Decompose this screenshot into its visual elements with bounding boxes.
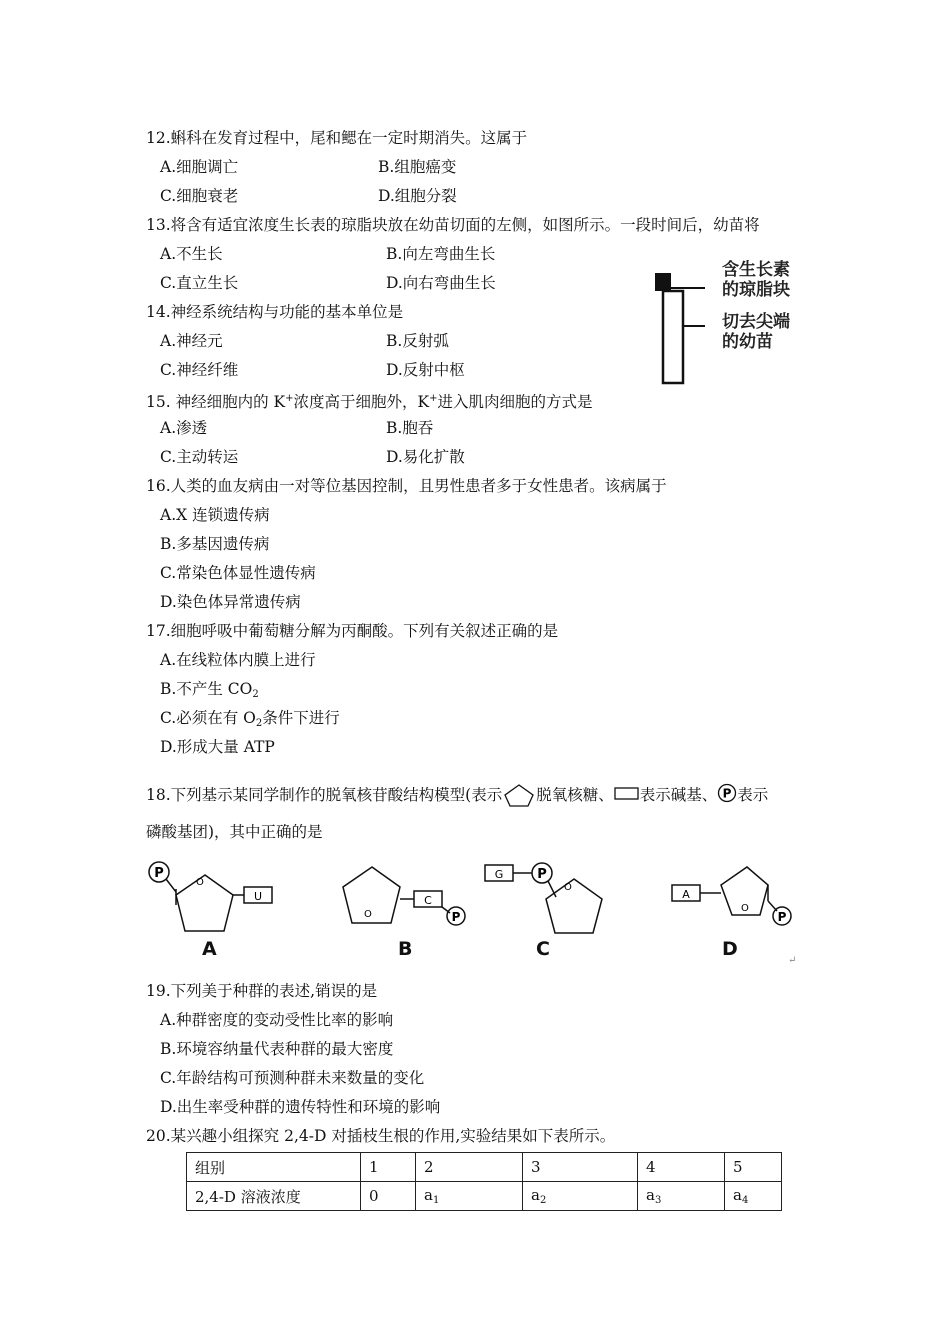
svg-text:G: G bbox=[494, 868, 504, 881]
svg-text:O: O bbox=[741, 903, 749, 914]
q15-option-d: D.易化扩散 bbox=[386, 448, 465, 466]
svg-text:P: P bbox=[777, 910, 787, 924]
pentagon-icon bbox=[502, 782, 536, 808]
model-c-label: C bbox=[536, 938, 550, 960]
q16-option-d: D.染色体异常遗传病 bbox=[160, 593, 301, 611]
model-a bbox=[149, 862, 272, 931]
q20-stem: 20.某兴趣小组探究 2,4-D 对插枝生根的作用,实验结果如下表所示。 bbox=[146, 1127, 616, 1145]
q17-stem: 17.细胞呼吸中葡萄糖分解为丙酮酸。下列有关叙述正确的是 bbox=[146, 622, 559, 640]
q12-option-c: C.细胞衰老 bbox=[160, 187, 239, 205]
table-cell: 2 bbox=[416, 1153, 523, 1182]
agar-label-line2: 的琼脂块 bbox=[722, 280, 790, 300]
table-cell: 组别 bbox=[187, 1153, 361, 1182]
q16-option-b: B.多基因遗传病 bbox=[160, 535, 270, 553]
rectangle-icon bbox=[614, 786, 640, 802]
phosphate-circle-icon bbox=[717, 783, 737, 803]
table-row bbox=[187, 1153, 782, 1182]
q19-option-c: C.年龄结构可预测种群未来数量的变化 bbox=[160, 1069, 425, 1087]
svg-text:P: P bbox=[722, 786, 732, 801]
table-cell: 5 bbox=[725, 1153, 782, 1182]
q19-stem: 19.下列美于种群的表述,销误的是 bbox=[146, 982, 378, 1000]
q18-stem-line1: 18.下列基示某同学制作的脱氧核苷酸结构模型(表示 脱氧核糖、 表示碱基、 P 表示 bbox=[146, 782, 768, 808]
svg-text:P: P bbox=[154, 866, 164, 881]
svg-text:O: O bbox=[196, 877, 204, 888]
q15-option-a: A.渗透 bbox=[160, 419, 208, 437]
q15-option-b: B.胞吞 bbox=[386, 419, 434, 437]
table-cell: 2,4-D 溶液浓度 bbox=[187, 1182, 361, 1211]
q19-option-d: D.出生率受种群的遗传特性和环境的影响 bbox=[160, 1098, 441, 1116]
seedling-stem bbox=[663, 291, 683, 383]
q19-option-b: B.环境容纳量代表种群的最大密度 bbox=[160, 1040, 394, 1058]
agar-label-line1: 含生长素 bbox=[722, 260, 790, 280]
return-mark: ↵ bbox=[788, 955, 797, 966]
svg-text:O: O bbox=[364, 909, 372, 920]
q18-stem-line2: 磷酸基团)，其中正确的是 bbox=[146, 823, 323, 841]
q17-option-b: B.不产生 $CO_2$ bbox=[160, 680, 259, 700]
q12-stem: 12.蝌科在发育过程中，尾和鳃在一定时期消失。这属于 bbox=[146, 129, 528, 147]
q14-option-d: D.反射中枢 bbox=[386, 361, 465, 379]
svg-text:C: C bbox=[424, 894, 432, 907]
model-d-label: D bbox=[722, 938, 738, 960]
table-row bbox=[187, 1182, 782, 1211]
model-a-label: A bbox=[202, 938, 217, 960]
q15-option-c: C.主动转运 bbox=[160, 448, 239, 466]
svg-text:P: P bbox=[451, 910, 461, 924]
q12-option-b: B.组胞癌变 bbox=[378, 158, 457, 176]
table-cell: $a_4$ bbox=[725, 1182, 782, 1211]
q13-option-c: C.直立生长 bbox=[160, 274, 239, 292]
q13-option-b: B.向左弯曲生长 bbox=[386, 245, 496, 263]
results-table bbox=[186, 1152, 782, 1211]
table-cell: 3 bbox=[523, 1153, 638, 1182]
seedling-label-line1: 切去尖端 bbox=[722, 312, 790, 332]
model-d bbox=[672, 867, 791, 925]
q12-option-d: D.组胞分裂 bbox=[378, 187, 457, 205]
q19-option-a: A.种群密度的变动受性比率的影响 bbox=[160, 1011, 394, 1029]
q14-stem: 14.神经系统结构与功能的基本单位是 bbox=[146, 303, 404, 321]
svg-text:O: O bbox=[564, 882, 572, 893]
q17-option-d: D.形成大量 ATP bbox=[160, 738, 275, 756]
q17-option-c: C.必须在有 $O_2$条件下进行 bbox=[160, 709, 340, 729]
model-b-label: B bbox=[398, 938, 413, 960]
svg-text:P: P bbox=[537, 867, 547, 882]
seedling-label-line2: 的幼苗 bbox=[722, 332, 773, 352]
q14-option-c: C.神经纤维 bbox=[160, 361, 239, 379]
table-cell: 4 bbox=[638, 1153, 725, 1182]
table-cell: 1 bbox=[361, 1153, 416, 1182]
seedling-figure bbox=[645, 258, 705, 388]
q13-option-a: A.不生长 bbox=[160, 245, 223, 263]
q14-option-a: A.神经元 bbox=[160, 332, 223, 350]
q14-option-b: B.反射弧 bbox=[386, 332, 449, 350]
agar-block bbox=[655, 273, 671, 291]
q15-stem: 15. 神经细胞内的 K+浓度高于细胞外，K+进入肌肉细胞的方式是 bbox=[146, 393, 593, 411]
nucleotide-models bbox=[140, 855, 820, 970]
q16-option-a: A.X 连锁遗传病 bbox=[160, 506, 270, 524]
q13-option-d: D.向右弯曲生长 bbox=[386, 274, 496, 292]
table-cell: 0 bbox=[361, 1182, 416, 1211]
model-c bbox=[485, 863, 602, 933]
q12-option-a: A.细胞调亡 bbox=[160, 158, 239, 176]
svg-text:U: U bbox=[253, 890, 263, 903]
q16-option-c: C.常染色体显性遗传病 bbox=[160, 564, 316, 582]
q13-stem: 13.将含有适宜浓度生长表的琼脂块放在幼苗切面的左侧，如图所示。一段时间后，幼苗将 bbox=[146, 216, 760, 234]
model-b bbox=[343, 867, 465, 925]
svg-text:A: A bbox=[682, 888, 690, 901]
table-cell: $a_3$ bbox=[638, 1182, 725, 1211]
table-cell: $a_2$ bbox=[523, 1182, 638, 1211]
q17-option-a: A.在线粒体内膜上进行 bbox=[160, 651, 316, 669]
q16-stem: 16.人类的血友病由一对等位基因控制，且男性患者多于女性患者。该病属于 bbox=[146, 477, 667, 495]
table-cell: $a_1$ bbox=[416, 1182, 523, 1211]
